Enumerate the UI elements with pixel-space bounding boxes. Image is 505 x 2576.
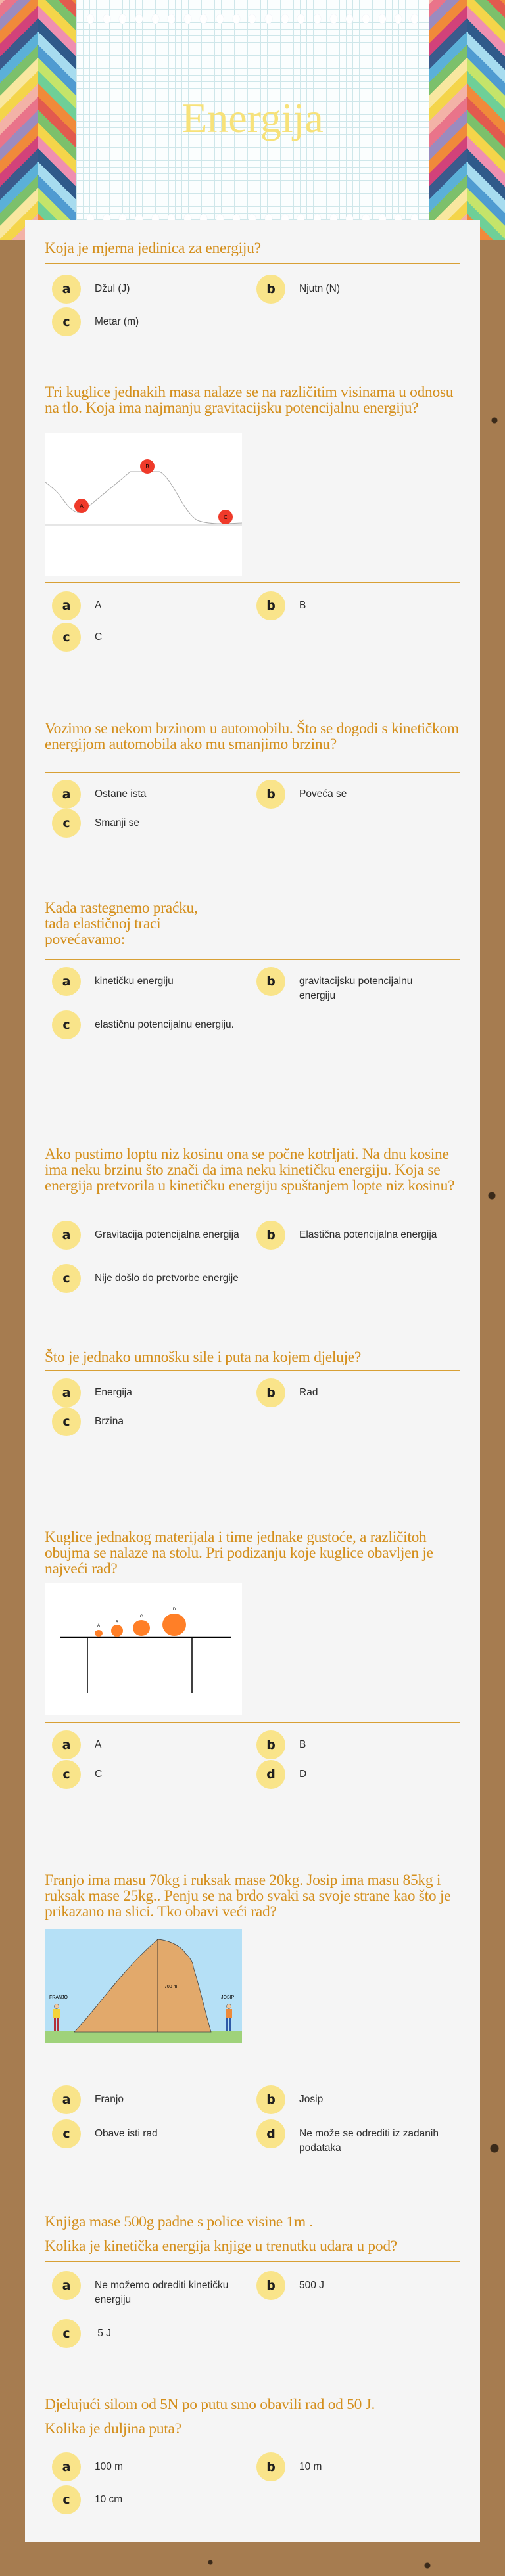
- option-text: Džul (J): [95, 283, 130, 294]
- question-title: Koja je mjerna jedinica za energiju?: [45, 240, 261, 257]
- option-letter-badge: c: [52, 623, 81, 652]
- option-text: Njutn (N): [299, 283, 341, 294]
- option-text: 500 J: [299, 2280, 324, 2291]
- option-a[interactable]: [52, 967, 249, 996]
- option-text: D: [299, 1769, 307, 1780]
- option-text: elastičnu potencijalnu energiju.: [95, 1019, 234, 1030]
- option-c[interactable]: [52, 307, 249, 336]
- option-text: A: [95, 600, 102, 611]
- ball-a: [95, 1630, 103, 1637]
- option-text: Energija: [95, 1387, 132, 1398]
- option-b[interactable]: [256, 967, 454, 1003]
- option-text: 100 m: [95, 2461, 124, 2472]
- option-letter-badge: c: [52, 2319, 81, 2348]
- option-letter-badge: a: [52, 2452, 81, 2481]
- ball-label: C: [139, 1615, 143, 1619]
- height-label: 700 m: [164, 1985, 178, 1989]
- option-letter-badge: c: [52, 2485, 81, 2514]
- option-letter-badge: c: [52, 1760, 81, 1789]
- option-text: A: [95, 1739, 102, 1750]
- option-a[interactable]: [52, 2271, 249, 2307]
- josip-label: JOSIP: [221, 1995, 235, 2000]
- option-letter-badge: a: [52, 1221, 81, 1250]
- option-text: gravitacijsku potencijalnu energiju: [299, 976, 413, 1001]
- option-d[interactable]: [256, 1760, 454, 1789]
- option-c[interactable]: [52, 1760, 249, 1789]
- option-a[interactable]: [52, 2452, 249, 2481]
- option-letter-badge: c: [52, 809, 81, 838]
- divider: [45, 263, 460, 264]
- option-text: Ne možemo odrediti kinetičku energiju: [95, 2280, 229, 2305]
- question-title: Vozimo se nekom brzinom u automobilu. Što se dogodi s kinetičkom energijom automobila ako mu smanjimo brzinu?: [45, 720, 459, 753]
- option-letter-badge: b: [256, 2452, 285, 2481]
- option-text: Poveća se: [299, 788, 347, 800]
- decorative-stripes-left: [0, 0, 76, 240]
- option-c[interactable]: [52, 809, 249, 838]
- option-d[interactable]: [256, 2119, 454, 2156]
- option-letter-badge: d: [256, 1760, 285, 1789]
- option-a[interactable]: [52, 1730, 249, 1759]
- divider: [45, 2261, 460, 2262]
- option-letter-badge: b: [256, 275, 285, 304]
- option-c[interactable]: [52, 2485, 249, 2514]
- option-letter-badge: b: [256, 967, 285, 996]
- option-letter-badge: d: [256, 2119, 285, 2148]
- page-title: Energija: [181, 95, 324, 141]
- question-title: Djelujući silom od 5N po putu smo obavili rad od 50 J. Kolika je duljina puta?: [45, 2396, 375, 2437]
- question-title: Franjo ima masu 70kg i ruksak mase 20kg. Josip ima masu 85kg i ruksak mase 25kg.. Penju se na brdo svaki sa svoje strane kao što je prikazano na slici. Tko obavi veći rad?: [45, 1872, 451, 1920]
- option-letter-badge: c: [52, 1264, 81, 1293]
- option-c[interactable]: [52, 623, 249, 652]
- option-a[interactable]: [52, 1378, 249, 1407]
- option-text: Josip: [299, 2094, 324, 2105]
- option-letter-badge: b: [256, 1730, 285, 1759]
- option-letter-badge: a: [52, 2085, 81, 2114]
- option-text: Rad: [299, 1387, 318, 1398]
- option-text: 10 cm: [95, 2494, 123, 2505]
- option-b[interactable]: [256, 2271, 454, 2300]
- option-letter-badge: c: [52, 1407, 81, 1436]
- question-image-hills: [45, 433, 242, 576]
- ball-c: [133, 1620, 150, 1636]
- option-letter-badge: b: [256, 2085, 285, 2114]
- divider: [45, 582, 460, 583]
- ball-label: A: [80, 503, 84, 509]
- option-letter-badge: c: [52, 1010, 81, 1039]
- ball-label: A: [97, 1624, 101, 1628]
- option-text: 10 m: [299, 2461, 322, 2472]
- option-text: Obave isti rad: [95, 2128, 158, 2139]
- ball-label: B: [145, 464, 149, 470]
- option-letter-badge: a: [52, 1730, 81, 1759]
- option-b[interactable]: [256, 2085, 454, 2114]
- question-image-table-balls: [45, 1583, 242, 1715]
- question-title: Kuglice jednakog materijala i time jednake gustoće, a različitoh obujma se nalaze na stolu. Pri podizanju koje kuglice obavljen je najveći rad?: [45, 1529, 433, 1577]
- option-text: Nije došlo do pretvorbe energije: [95, 1273, 239, 1284]
- option-letter-badge: b: [256, 1378, 285, 1407]
- option-a[interactable]: [52, 1221, 249, 1250]
- option-text: Smanji se: [95, 817, 140, 828]
- option-letter-badge: b: [256, 2271, 285, 2300]
- option-text: B: [299, 600, 306, 611]
- option-c[interactable]: [52, 2119, 249, 2148]
- ball-label: D: [172, 1608, 176, 1612]
- question-image-mountain: [45, 1929, 242, 2043]
- option-text: Franjo: [95, 2094, 124, 2105]
- option-b[interactable]: [256, 780, 454, 809]
- question-title: Tri kuglice jednakih masa nalaze se na različitim visinama u odnosu na tlo. Koja ima najmanju gravitacijsku potencijalnu energiju?: [45, 384, 454, 417]
- option-letter-badge: a: [52, 275, 81, 304]
- option-text: Gravitacija potencijalna energija: [95, 1229, 239, 1240]
- option-c[interactable]: [52, 2319, 249, 2348]
- option-b[interactable]: [256, 275, 454, 304]
- question-title: Knjiga mase 500g padne s police visine 1m . Kolika je kinetička energija knjige u trenutku udara u pod?: [45, 2213, 397, 2255]
- option-letter-badge: b: [256, 1221, 285, 1250]
- decorative-stripes-right: [429, 0, 505, 240]
- option-letter-badge: a: [52, 780, 81, 809]
- option-text: Ostane ista: [95, 788, 147, 800]
- ball-b: [111, 1625, 123, 1637]
- option-b[interactable]: [256, 1221, 454, 1250]
- option-text: Ne može se odrediti iz zadanih podataka: [299, 2128, 439, 2154]
- option-a[interactable]: [52, 591, 249, 620]
- question-title: Ako pustimo loptu niz kosinu ona se počne kotrljati. Na dnu kosine ima neku brzinu što znači da ima neku kinetičku energiju. Koja se energija pretvorila u kinetičku energiju spuštanjem lopte niz kosinu?: [45, 1146, 455, 1194]
- option-b[interactable]: [256, 591, 454, 620]
- ball-d: [162, 1614, 186, 1636]
- option-text: Elastična potencijalna energija: [299, 1229, 437, 1240]
- option-letter-badge: b: [256, 591, 285, 620]
- option-b[interactable]: [256, 1730, 454, 1759]
- option-c[interactable]: [52, 1264, 249, 1293]
- option-letter-badge: c: [52, 307, 81, 336]
- option-letter-badge: c: [52, 2119, 81, 2148]
- question-title: Što je jednako umnošku sile i puta na kojem djeluje?: [45, 1349, 362, 1366]
- option-letter-badge: a: [52, 1378, 81, 1407]
- question-title: Kada rastegnemo praćku, tada elastičnoj traci povećavamo:: [45, 899, 198, 948]
- divider: [45, 772, 460, 773]
- option-c[interactable]: [52, 1010, 249, 1039]
- option-text: 5 J: [95, 2328, 111, 2339]
- ball-label: C: [224, 514, 228, 520]
- option-text: Brzina: [95, 1416, 124, 1427]
- option-b[interactable]: [256, 2452, 454, 2481]
- option-text: kinetičku energiju: [95, 976, 174, 987]
- divider: [45, 1722, 460, 1723]
- option-letter-badge: a: [52, 591, 81, 620]
- option-letter-badge: a: [52, 2271, 81, 2300]
- divider: [45, 1370, 460, 1371]
- option-letter-badge: a: [52, 967, 81, 996]
- option-b[interactable]: [256, 1378, 454, 1407]
- option-a[interactable]: [52, 780, 249, 809]
- ball-label: B: [115, 1621, 119, 1625]
- divider: [45, 959, 460, 960]
- franjo-label: FRANJO: [49, 1995, 68, 2000]
- option-text: Metar (m): [95, 316, 139, 327]
- option-text: C: [95, 631, 103, 643]
- option-a[interactable]: [52, 275, 249, 304]
- option-text: C: [95, 1769, 103, 1780]
- option-a[interactable]: [52, 2085, 249, 2114]
- option-c[interactable]: [52, 1407, 249, 1436]
- option-letter-badge: b: [256, 780, 285, 809]
- option-text: B: [299, 1739, 306, 1750]
